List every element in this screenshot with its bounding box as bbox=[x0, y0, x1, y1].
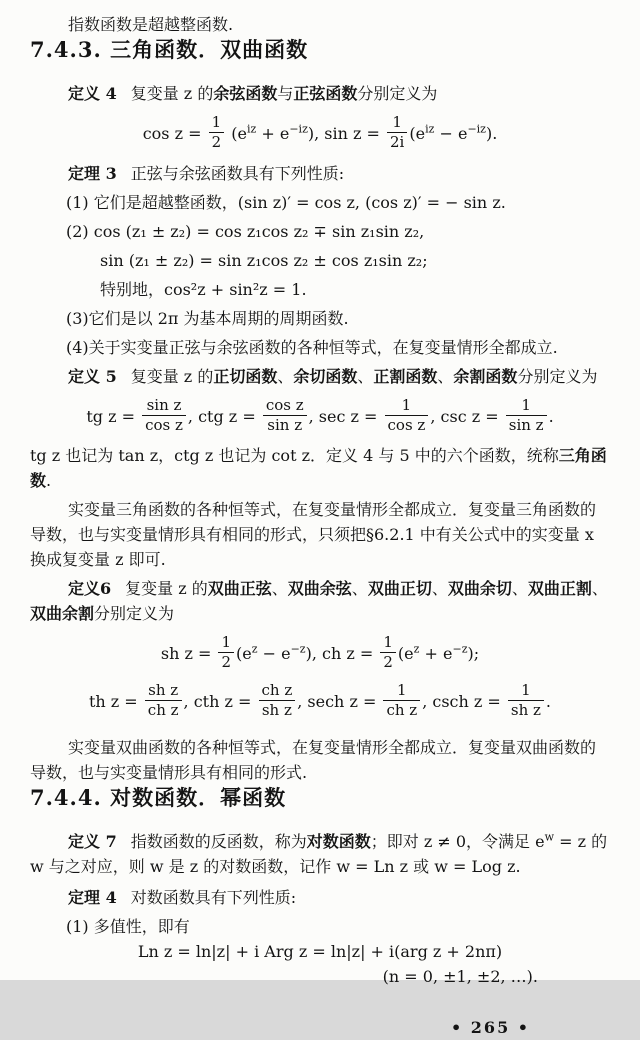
fraction bbox=[387, 113, 407, 152]
bold-term: 正割函数 bbox=[373, 366, 438, 386]
section-heading-743: 7.4.3. 三角函数．双曲函数 bbox=[30, 37, 309, 62]
paragraph-text: . bbox=[46, 471, 52, 490]
theorem-3-item-1: (1) 它们是超越整函数，(sin z)′ = cos z, (cos z)′ = − sin z. bbox=[66, 192, 506, 212]
bold-term: 双曲余割 bbox=[30, 604, 95, 623]
superscript: w bbox=[544, 830, 555, 844]
formula-text: (e bbox=[397, 643, 414, 663]
bold-term: 余割函数 bbox=[453, 366, 518, 386]
theorem-4-text: 对数函数具有下列性质: bbox=[130, 888, 297, 907]
definition-6-text: 、 bbox=[431, 579, 448, 598]
definition-4-label: 定义 4 bbox=[68, 84, 117, 103]
formula-ln-line-2: (n = 0, ±1, ±2, …). bbox=[382, 967, 538, 986]
formula-text: ), sin z = bbox=[307, 123, 385, 143]
paragraph-tan-cot-naming bbox=[30, 443, 610, 493]
formula-text: , csc z = bbox=[430, 406, 504, 426]
formula-text: ); bbox=[467, 643, 480, 663]
fraction-numerator: cos z bbox=[263, 396, 307, 416]
superscript: iz bbox=[425, 122, 435, 136]
formula-th-cth-sech-csch bbox=[30, 680, 610, 722]
fraction-numerator: 1 bbox=[218, 633, 234, 653]
fraction bbox=[209, 113, 225, 152]
definition-6-paragraph bbox=[30, 576, 610, 626]
theorem-3-text: 正弦与余弦函数具有下列性质: bbox=[130, 163, 345, 183]
theorem-3-item-2-note: 特别地，cos²z + sin²z = 1. bbox=[100, 279, 307, 299]
definition-6-text: 、 bbox=[271, 579, 288, 598]
formula-text: − e bbox=[257, 643, 291, 663]
definition-6-label: 定义6 bbox=[68, 579, 112, 598]
definition-5-text: 分别定义为 bbox=[517, 366, 598, 386]
bold-term: 对数函数 bbox=[306, 832, 371, 851]
definition-7-text: ；即对 z ≠ 0，令满足 e bbox=[370, 832, 545, 851]
section-heading-744: 7.4.4. 对数函数．幂函数 bbox=[30, 785, 287, 810]
bold-term: 双曲正弦 bbox=[207, 579, 272, 598]
fraction bbox=[506, 396, 547, 435]
fraction-denominator: sin z bbox=[267, 415, 303, 434]
fraction-denominator: 2i bbox=[390, 133, 405, 152]
definition-5-text: 、 bbox=[277, 366, 294, 386]
fraction-numerator: sin z bbox=[142, 396, 186, 416]
fraction-numerator: 1 bbox=[508, 681, 544, 701]
formula-cos-sin bbox=[30, 115, 610, 154]
fraction-denominator: 2 bbox=[383, 653, 393, 672]
fraction bbox=[145, 681, 182, 720]
definition-6-text: 复变量 z 的 bbox=[125, 579, 208, 598]
definition-7-text: 指数函数的反函数，称为 bbox=[130, 832, 307, 851]
fraction-numerator: 1 bbox=[385, 396, 429, 416]
fraction-numerator: 1 bbox=[387, 113, 407, 133]
fraction-denominator: sh z bbox=[510, 700, 541, 719]
fraction-denominator: sin z bbox=[508, 415, 544, 434]
fraction-denominator: cos z bbox=[145, 415, 183, 434]
bold-term: 正切函数 bbox=[213, 366, 278, 386]
fraction-numerator: 1 bbox=[209, 113, 225, 133]
fraction bbox=[142, 396, 186, 435]
fraction bbox=[385, 396, 429, 435]
theorem-3-item-2: (2) cos (z₁ ± z₂) = cos z₁cos z₂ ∓ sin z₁sin z₂, bbox=[66, 221, 425, 241]
theorem-3-item-3: (3)它们是以 2π 为基本周期的周期函数. bbox=[66, 308, 349, 328]
fraction bbox=[380, 633, 396, 672]
fraction-denominator: ch z bbox=[147, 700, 179, 719]
bold-term: 三角函数 bbox=[30, 446, 607, 490]
paragraph-text: tg z 也记为 tan z，ctg z 也记为 cot z．定义 4 与 5 中的六个函数，统称 bbox=[30, 446, 559, 465]
bold-term: 双曲余切 bbox=[447, 579, 512, 598]
formula-text: , csch z = bbox=[422, 691, 506, 711]
theorem-4-label: 定理 4 bbox=[68, 888, 117, 907]
definition-5-text: 、 bbox=[437, 366, 454, 386]
formula-text: sh z = bbox=[160, 643, 217, 663]
definition-5-paragraph bbox=[30, 364, 610, 389]
fraction bbox=[508, 681, 544, 720]
fraction-denominator: ch z bbox=[386, 700, 418, 719]
formula-text: tg z = bbox=[86, 406, 141, 426]
fraction bbox=[259, 681, 296, 720]
definition-7-label: 定义 7 bbox=[68, 832, 117, 851]
theorem-3-label: 定理 3 bbox=[68, 163, 117, 183]
formula-sh-ch bbox=[30, 635, 610, 674]
formula-text: (e bbox=[231, 123, 247, 143]
formula-text: + e bbox=[419, 643, 453, 663]
paragraph-trig-identities: 实变量三角函数的各种恒等式，在复变量情形全都成立．复变量三角函数的导数，也与实变量情形具有相同的形式，只须把§6.2.1 中有关公式中的实变量 x 换成复变量 z 即可. bbox=[30, 500, 597, 569]
fraction bbox=[383, 681, 420, 720]
bold-term: 余弦函数 bbox=[213, 84, 278, 103]
superscript: −iz bbox=[467, 122, 486, 136]
fraction-denominator: sh z bbox=[261, 700, 292, 719]
definition-4-text: 分别定义为 bbox=[357, 84, 438, 103]
fraction-denominator: 2 bbox=[211, 133, 222, 152]
definition-4-text: 与 bbox=[277, 84, 294, 103]
definition-4-text: 复变量 z 的 bbox=[130, 84, 214, 103]
formula-text: + e bbox=[256, 123, 290, 143]
formula-text: (e bbox=[236, 643, 252, 663]
formula-text: − e bbox=[434, 123, 468, 143]
definition-7-paragraph bbox=[30, 829, 610, 879]
theorem-4-item-1: (1) 多值性，即有 bbox=[66, 917, 190, 936]
bold-term: 双曲正割 bbox=[527, 579, 592, 598]
superscript: −z bbox=[452, 642, 468, 656]
superscript: −iz bbox=[289, 122, 308, 136]
fraction bbox=[218, 633, 234, 672]
definition-7-text: = z 的 w 与之对应，则 w 是 z 的对数函数，记作 w = Ln z 或 w = Log z. bbox=[30, 832, 608, 876]
theorem-3-heading bbox=[30, 161, 610, 186]
definition-4-paragraph bbox=[30, 81, 610, 106]
theorem-3-item-4: (4)关于实变量正弦与余弦函数的各种恒等式，在复变量情形全都成立. bbox=[66, 337, 558, 357]
formula-text: , ctg z = bbox=[187, 406, 261, 426]
definition-5-label: 定义 5 bbox=[68, 366, 117, 386]
bold-term: 双曲余弦 bbox=[287, 579, 352, 598]
formula-text: ). bbox=[485, 123, 498, 143]
bold-term: 余切函数 bbox=[293, 366, 358, 386]
definition-6-text: 、 bbox=[351, 579, 368, 598]
definition-6-text: 、 bbox=[511, 579, 528, 598]
page-number: • 265 • bbox=[451, 1018, 530, 1037]
superscript: −z bbox=[290, 642, 306, 656]
definition-6-text: 分别定义为 bbox=[94, 604, 175, 623]
formula-tg-ctg-sec-csc bbox=[30, 395, 610, 437]
formula-text: . bbox=[548, 406, 554, 426]
formula-text: (e bbox=[409, 123, 426, 143]
superscript: z bbox=[251, 642, 258, 656]
fraction-denominator: cos z bbox=[387, 415, 426, 434]
formula-text: ), ch z = bbox=[305, 643, 379, 663]
definition-5-text: 、 bbox=[357, 366, 374, 386]
definition-5-text: 复变量 z 的 bbox=[130, 366, 214, 386]
fraction-numerator: sh z bbox=[145, 681, 182, 701]
theorem-3-item-2-cont: sin (z₁ ± z₂) = sin z₁cos z₂ ± cos z₁sin z₂; bbox=[100, 250, 428, 270]
formula-text: , sec z = bbox=[308, 406, 383, 426]
superscript: iz bbox=[246, 122, 257, 136]
formula-text: cos z = bbox=[142, 123, 207, 143]
superscript: z bbox=[413, 642, 420, 656]
intro-line: 指数函数是超越整函数. bbox=[68, 15, 234, 34]
definition-6-text: 、 bbox=[591, 579, 608, 598]
formula-text: , cth z = bbox=[183, 691, 257, 711]
fraction-denominator: 2 bbox=[221, 653, 232, 672]
fraction bbox=[263, 396, 307, 435]
bold-term: 双曲正切 bbox=[367, 579, 432, 598]
fraction-numerator: 1 bbox=[380, 633, 396, 653]
theorem-4-heading bbox=[30, 885, 610, 910]
formula-text: th z = bbox=[88, 691, 143, 711]
bold-term: 正弦函数 bbox=[293, 84, 358, 103]
formula-text: . bbox=[545, 691, 552, 711]
formula-ln-line-1: Ln z = ln|z| + i Arg z = ln|z| + i(arg z + 2nπ) bbox=[137, 942, 503, 961]
fraction-numerator: 1 bbox=[506, 396, 547, 416]
formula-text: , sech z = bbox=[297, 691, 382, 711]
fraction-numerator: 1 bbox=[383, 681, 420, 701]
fraction-numerator: ch z bbox=[259, 681, 296, 701]
paragraph-hyperbolic-identities: 实变量双曲函数的各种恒等式，在复变量情形全都成立．复变量双曲函数的导数，也与实变量情形具有相同的形式. bbox=[30, 738, 597, 782]
